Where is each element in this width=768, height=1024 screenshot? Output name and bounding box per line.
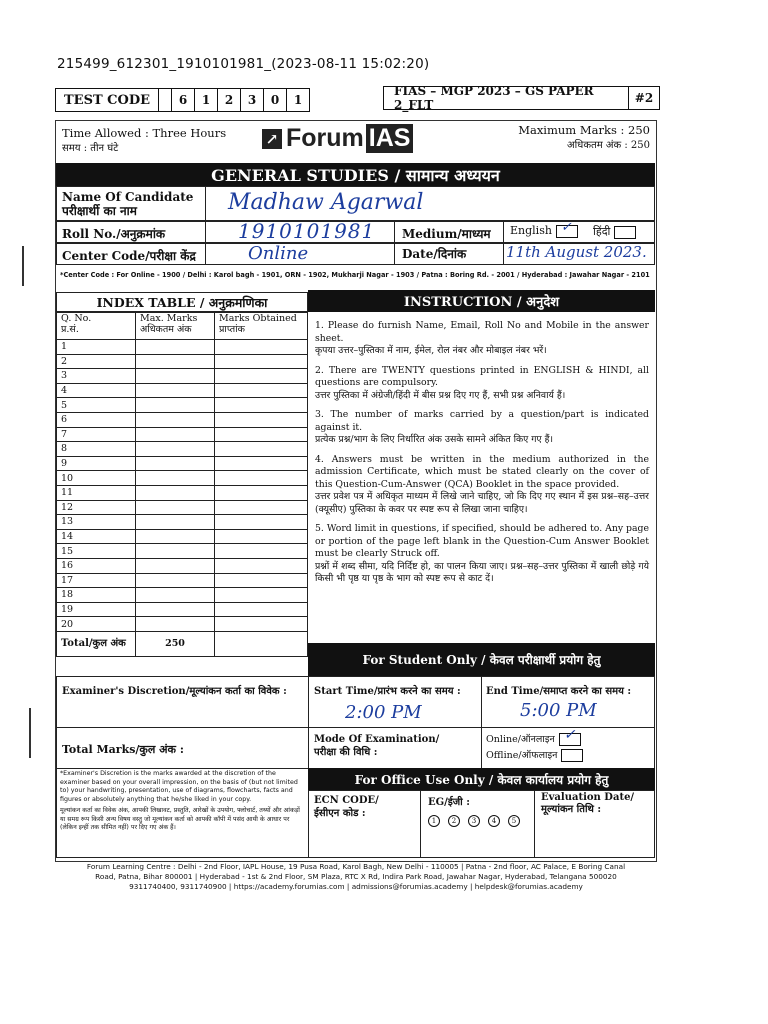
marks-obtained-cell[interactable] — [215, 500, 308, 515]
start-time-value: 2:00 PM — [345, 702, 422, 723]
question-number: 12 — [57, 500, 136, 515]
question-number: 18 — [57, 588, 136, 603]
question-number: 7 — [57, 427, 136, 442]
marks-obtained-cell[interactable] — [215, 515, 308, 530]
max-marks-cell — [136, 529, 215, 544]
marks-obtained-cell[interactable] — [215, 602, 308, 617]
max-marks-cell — [136, 427, 215, 442]
roll-no-value: 1910101981 — [238, 219, 376, 243]
marks-obtained-cell[interactable] — [215, 529, 308, 544]
student-only-title: For Student Only / केवल परीक्षार्थी प्रयोग हेतु — [308, 643, 655, 676]
center-code-value: Online — [248, 243, 309, 264]
eg-circle[interactable]: 2 — [448, 815, 460, 827]
marks-obtained-cell[interactable] — [215, 369, 308, 384]
table-row — [57, 383, 308, 398]
table-row — [57, 617, 308, 632]
max-marks-cell — [136, 354, 215, 369]
marks-obtained-cell[interactable] — [215, 340, 308, 355]
max-marks-cell — [136, 544, 215, 559]
total-marks-label: Total Marks/कुल अंक : — [62, 743, 184, 756]
table-row — [57, 485, 308, 500]
table-row — [57, 558, 308, 573]
table-row — [57, 427, 308, 442]
max-marks-cell — [136, 383, 215, 398]
logo-arrow-icon: ↗ — [262, 129, 282, 149]
max-marks-cell — [136, 412, 215, 427]
paper-title: FIAS – MGP 2023 – GS PAPER 2_FLT — [394, 84, 594, 112]
marks-obtained-cell[interactable] — [215, 442, 308, 457]
table-row — [57, 442, 308, 457]
marks-obtained-cell[interactable] — [215, 412, 308, 427]
medium-hindi-option[interactable]: हिंदी — [593, 224, 636, 239]
mode-of-exam-label: Mode Of Examination/ परीक्षा की विधि : — [314, 734, 440, 758]
general-studies-banner: GENERAL STUDIES / सामान्य अध्ययन — [56, 163, 655, 186]
start-time-label: Start Time/प्रारंभ करने का समय : — [314, 686, 461, 697]
question-number: 19 — [57, 602, 136, 617]
question-number: 20 — [57, 617, 136, 632]
center-codes-note: *Center Code : For Online - 1900 / Delhi : Karol bagh - 1901, ORN - 1902, Mukharji Nagar - 1903 / Patna : Boring Rd. - 2001 / Hyderabad : Jawahar Nagar - 2101 — [60, 271, 650, 279]
eg-circle[interactable]: 5 — [508, 815, 520, 827]
paper-title-box — [383, 86, 660, 110]
max-marks-cell — [136, 515, 215, 530]
marks-obtained-cell[interactable] — [215, 558, 308, 573]
eg-circle[interactable]: 4 — [488, 815, 500, 827]
table-row — [57, 471, 308, 486]
test-code-digit: 0 — [264, 89, 287, 111]
instruction-text-en: 5. Word limit in questions, if specified, should be adhered to. Any page or portion of the page left blank in the Question-Cum Answer Booklet must be clearly Struck off. — [315, 523, 649, 559]
max-marks-cell — [136, 398, 215, 413]
test-code-digit: 1 — [293, 93, 303, 107]
question-number: 16 — [57, 558, 136, 573]
max-marks-cell — [136, 471, 215, 486]
instruction-text-hi: कृपया उत्तर–पुस्तिका में नाम, ईमेल, रोल नंबर और मोबाइल नंबर भरें। — [315, 345, 547, 356]
margin-mark — [22, 246, 24, 286]
mode-online-checkbox[interactable]: ✓ — [559, 733, 581, 746]
total-obtained[interactable] — [215, 631, 308, 656]
max-marks-cell — [136, 340, 215, 355]
question-number: 6 — [57, 412, 136, 427]
instruction-item — [315, 365, 649, 403]
question-number: 13 — [57, 515, 136, 530]
footer: Forum Learning Centre : Delhi - 2nd Floor, IAPL House, 19 Pusa Road, Karol Bagh, New Delhi - 110005 | Patna - 2nd floor, AC Palace, E Boring Canal Road, Patna, Bihar 800001 | Hyderabad - 1st & 2nd Floor, SM Plaza, RTC X Rd, Indira Park Road, Jawahar Nagar, Hyderabad, Telangana 500020 9311740400, 9311740900 | https://academy.forumias.com | admissions@forumias.academy | helpdesk@forumias.academy — [86, 862, 626, 891]
max-marks-cell — [136, 485, 215, 500]
marks-obtained-cell[interactable] — [215, 354, 308, 369]
max-marks-cell — [136, 588, 215, 603]
total-max-marks: 250 — [136, 631, 215, 656]
marks-obtained-cell[interactable] — [215, 398, 308, 413]
mode-options — [486, 727, 583, 764]
examiner-note: *Examiner's Discretion is the marks awarded at the discretion of the examiner based on your overall impression, on the basis of (but not limited to) your handwriting, presentation, use of diagrams, flowcharts, facts and figures or absolutely anything that he/she liked in your copy. मूल्यांकन कर्ता का विवेक अंक, आपकी लिखावट, प्रस्तुति, आरेखों के उपयोग, फ्लोचार्ट, तथ्यों और आंकड़ों या समग्र रूप किसी अन्य विषय वस्तु जो मूल्यांकन कर्ता को आपकी कॉपी में पसंद आयी के आधार पर (लेकिन इन्हीं तक सीमित नहीं) पर दिए गए अंक हैं। — [60, 770, 300, 831]
question-number: 17 — [57, 573, 136, 588]
end-time-value: 5:00 PM — [520, 700, 597, 721]
instruction-item — [315, 454, 649, 517]
instruction-title: INSTRUCTION / अनुदेश — [308, 290, 655, 312]
header-marks-obtained: Marks Obtained प्राप्तांक — [215, 313, 308, 340]
eg-circle[interactable]: 3 — [468, 815, 480, 827]
time-allowed: Time Allowed : Three Hours समय : तीन घंटे — [62, 126, 227, 154]
test-code-digit: 1 — [195, 89, 218, 111]
index-table-title: INDEX TABLE / अनुक्रमणिका — [56, 292, 308, 312]
max-marks-cell — [136, 369, 215, 384]
examiner-discretion-label: Examiner's Discretion/मूल्यांकन कर्ता का विवेक : — [62, 686, 287, 697]
mode-offline-checkbox[interactable] — [561, 749, 583, 762]
question-number: 4 — [57, 383, 136, 398]
medium-english-checkbox[interactable]: ✓ — [556, 225, 578, 238]
max-marks-cell — [136, 617, 215, 632]
medium-hindi-checkbox[interactable] — [614, 226, 636, 239]
margin-mark — [29, 708, 31, 758]
mode-offline-option[interactable]: Offline/ऑफलाइन — [486, 748, 583, 764]
eg-label: EG/ईजी : — [428, 797, 470, 808]
question-number: 14 — [57, 529, 136, 544]
candidate-name-label: Name Of Candidate परीक्षार्थी का नाम — [62, 190, 194, 218]
test-code-label: TEST CODE — [56, 89, 159, 111]
max-marks-cell — [136, 558, 215, 573]
marks-obtained-cell[interactable] — [215, 485, 308, 500]
table-row — [57, 573, 308, 588]
center-code-label: Center Code/परीक्षा केंद्र — [62, 249, 196, 263]
table-row — [57, 500, 308, 515]
question-number: 3 — [57, 369, 136, 384]
instruction-text-hi: प्रश्नों में शब्द सीमा, यदि निर्दिष्ट हो, का पालन किया जाए। प्रश्न–सह–उत्तर पुस्तिका में खाली छोड़े गये किसी भी पृष्ठ या पृष्ठ के भाग को स्पष्ट रूप से काट दें। — [315, 560, 649, 584]
paper-number: #2 — [628, 87, 659, 109]
header-max-marks: Max. Marks अधिकतम अंक — [136, 313, 215, 340]
test-code-box — [55, 88, 310, 112]
table-row — [57, 544, 308, 559]
question-number: 2 — [57, 354, 136, 369]
table-row — [57, 529, 308, 544]
marks-obtained-cell[interactable] — [215, 456, 308, 471]
marks-obtained-cell[interactable] — [215, 383, 308, 398]
marks-obtained-cell[interactable] — [215, 573, 308, 588]
forumias-logo: ↗ Forum IAS — [262, 124, 413, 153]
table-row — [57, 369, 308, 384]
maximum-marks: Maximum Marks : 250 अधिकतम अंक : 250 — [518, 123, 650, 151]
max-marks-cell — [136, 442, 215, 457]
max-marks-cell — [136, 573, 215, 588]
test-code-digit: 2 — [218, 89, 241, 111]
table-row — [57, 354, 308, 369]
medium-label: Medium/माध्यम — [402, 227, 491, 241]
question-number: 9 — [57, 456, 136, 471]
header-qno: Q. No. प्र.सं. — [57, 313, 136, 340]
evaluation-date-label: Evaluation Date/ मूल्यांकन तिथि : — [541, 792, 635, 815]
question-number: 5 — [57, 398, 136, 413]
table-row — [57, 588, 308, 603]
instruction-text-en: 4. Answers must be written in the medium authorized in the admission Certificate, which must be stated clearly on the cover of this Question-Cum-Answer (QCA) Booklet in the space provided. — [315, 453, 649, 490]
table-row — [57, 515, 308, 530]
max-marks-cell — [136, 500, 215, 515]
marks-obtained-cell[interactable] — [215, 471, 308, 486]
date-value: 11th August 2023. — [506, 243, 647, 261]
ecn-code-label: ECN CODE/ ईसीएन कोड : — [314, 795, 379, 819]
instruction-text-en: 3. The number of marks carried by a question/part is indicated against it. — [315, 409, 649, 433]
marks-obtained-cell[interactable] — [215, 617, 308, 632]
table-row — [57, 398, 308, 413]
file-header: 215499_612301_1910101981_(2023-08-11 15:02:20) — [57, 56, 430, 72]
office-only-title: For Office Use Only / केवल कार्यालय प्रयोग हेतु — [308, 768, 655, 790]
table-row — [57, 456, 308, 471]
instruction-text-hi: प्रत्येक प्रश्न/भाग के लिए निर्धारित अंक उसके सामने अंकित किए गए हैं। — [315, 434, 554, 445]
marks-obtained-cell[interactable] — [215, 588, 308, 603]
total-label: Total/कुल अंक — [57, 631, 136, 656]
question-number: 1 — [57, 340, 136, 355]
instruction-item — [315, 523, 649, 586]
roll-no-label: Roll No./अनुक्रमांक — [62, 227, 166, 241]
test-code-digit: 6 — [172, 89, 195, 111]
marks-obtained-cell[interactable] — [215, 427, 308, 442]
instruction-text-hi: उत्तर प्रवेश पत्र में अधिकृत माध्यम में लिखे जाने चाहिए, जो कि दिए गए स्थान में इस प्रश्न–सह–उत्तर (क्यूसीए) पुस्तिका के कवर पर स्पष्ट रूप से लिखा जाना चाहिए। — [315, 491, 649, 515]
instruction-text-en: 2. There are TWENTY questions printed in ENGLISH & HINDI, all questions are compulsory. — [315, 364, 649, 388]
max-marks-cell — [136, 456, 215, 471]
table-row — [57, 412, 308, 427]
eg-circles — [428, 815, 528, 827]
instruction-text-hi: उत्तर पुस्तिका में अंग्रेजी/हिंदी में बीस प्रश्न दिए गए हैं, सभी प्रश्न अनिवार्य हैं। — [315, 389, 566, 401]
question-number: 8 — [57, 442, 136, 457]
test-code-digit: 3 — [241, 89, 264, 111]
table-row — [57, 340, 308, 355]
marks-obtained-cell[interactable] — [215, 544, 308, 559]
instruction-list — [315, 320, 649, 593]
index-table — [56, 312, 308, 657]
instruction-item — [315, 320, 649, 358]
end-time-label: End Time/समाप्त करने का समय : — [486, 686, 632, 697]
question-number: 10 — [57, 471, 136, 486]
instruction-item — [315, 409, 649, 447]
max-marks-cell — [136, 602, 215, 617]
eg-circle[interactable]: 1 — [428, 815, 440, 827]
candidate-name-value: Madhaw Agarwal — [228, 190, 424, 215]
question-number: 15 — [57, 544, 136, 559]
mode-online-option[interactable]: Online/ऑनलाइन ✓ — [486, 732, 583, 748]
medium-english-option[interactable]: English ✓ — [510, 224, 578, 238]
question-number: 11 — [57, 485, 136, 500]
instruction-text-en: 1. Please do furnish Name, Email, Roll No and Mobile in the answer sheet. — [315, 320, 649, 344]
table-row — [57, 602, 308, 617]
date-label: Date/दिनांक — [402, 247, 467, 261]
